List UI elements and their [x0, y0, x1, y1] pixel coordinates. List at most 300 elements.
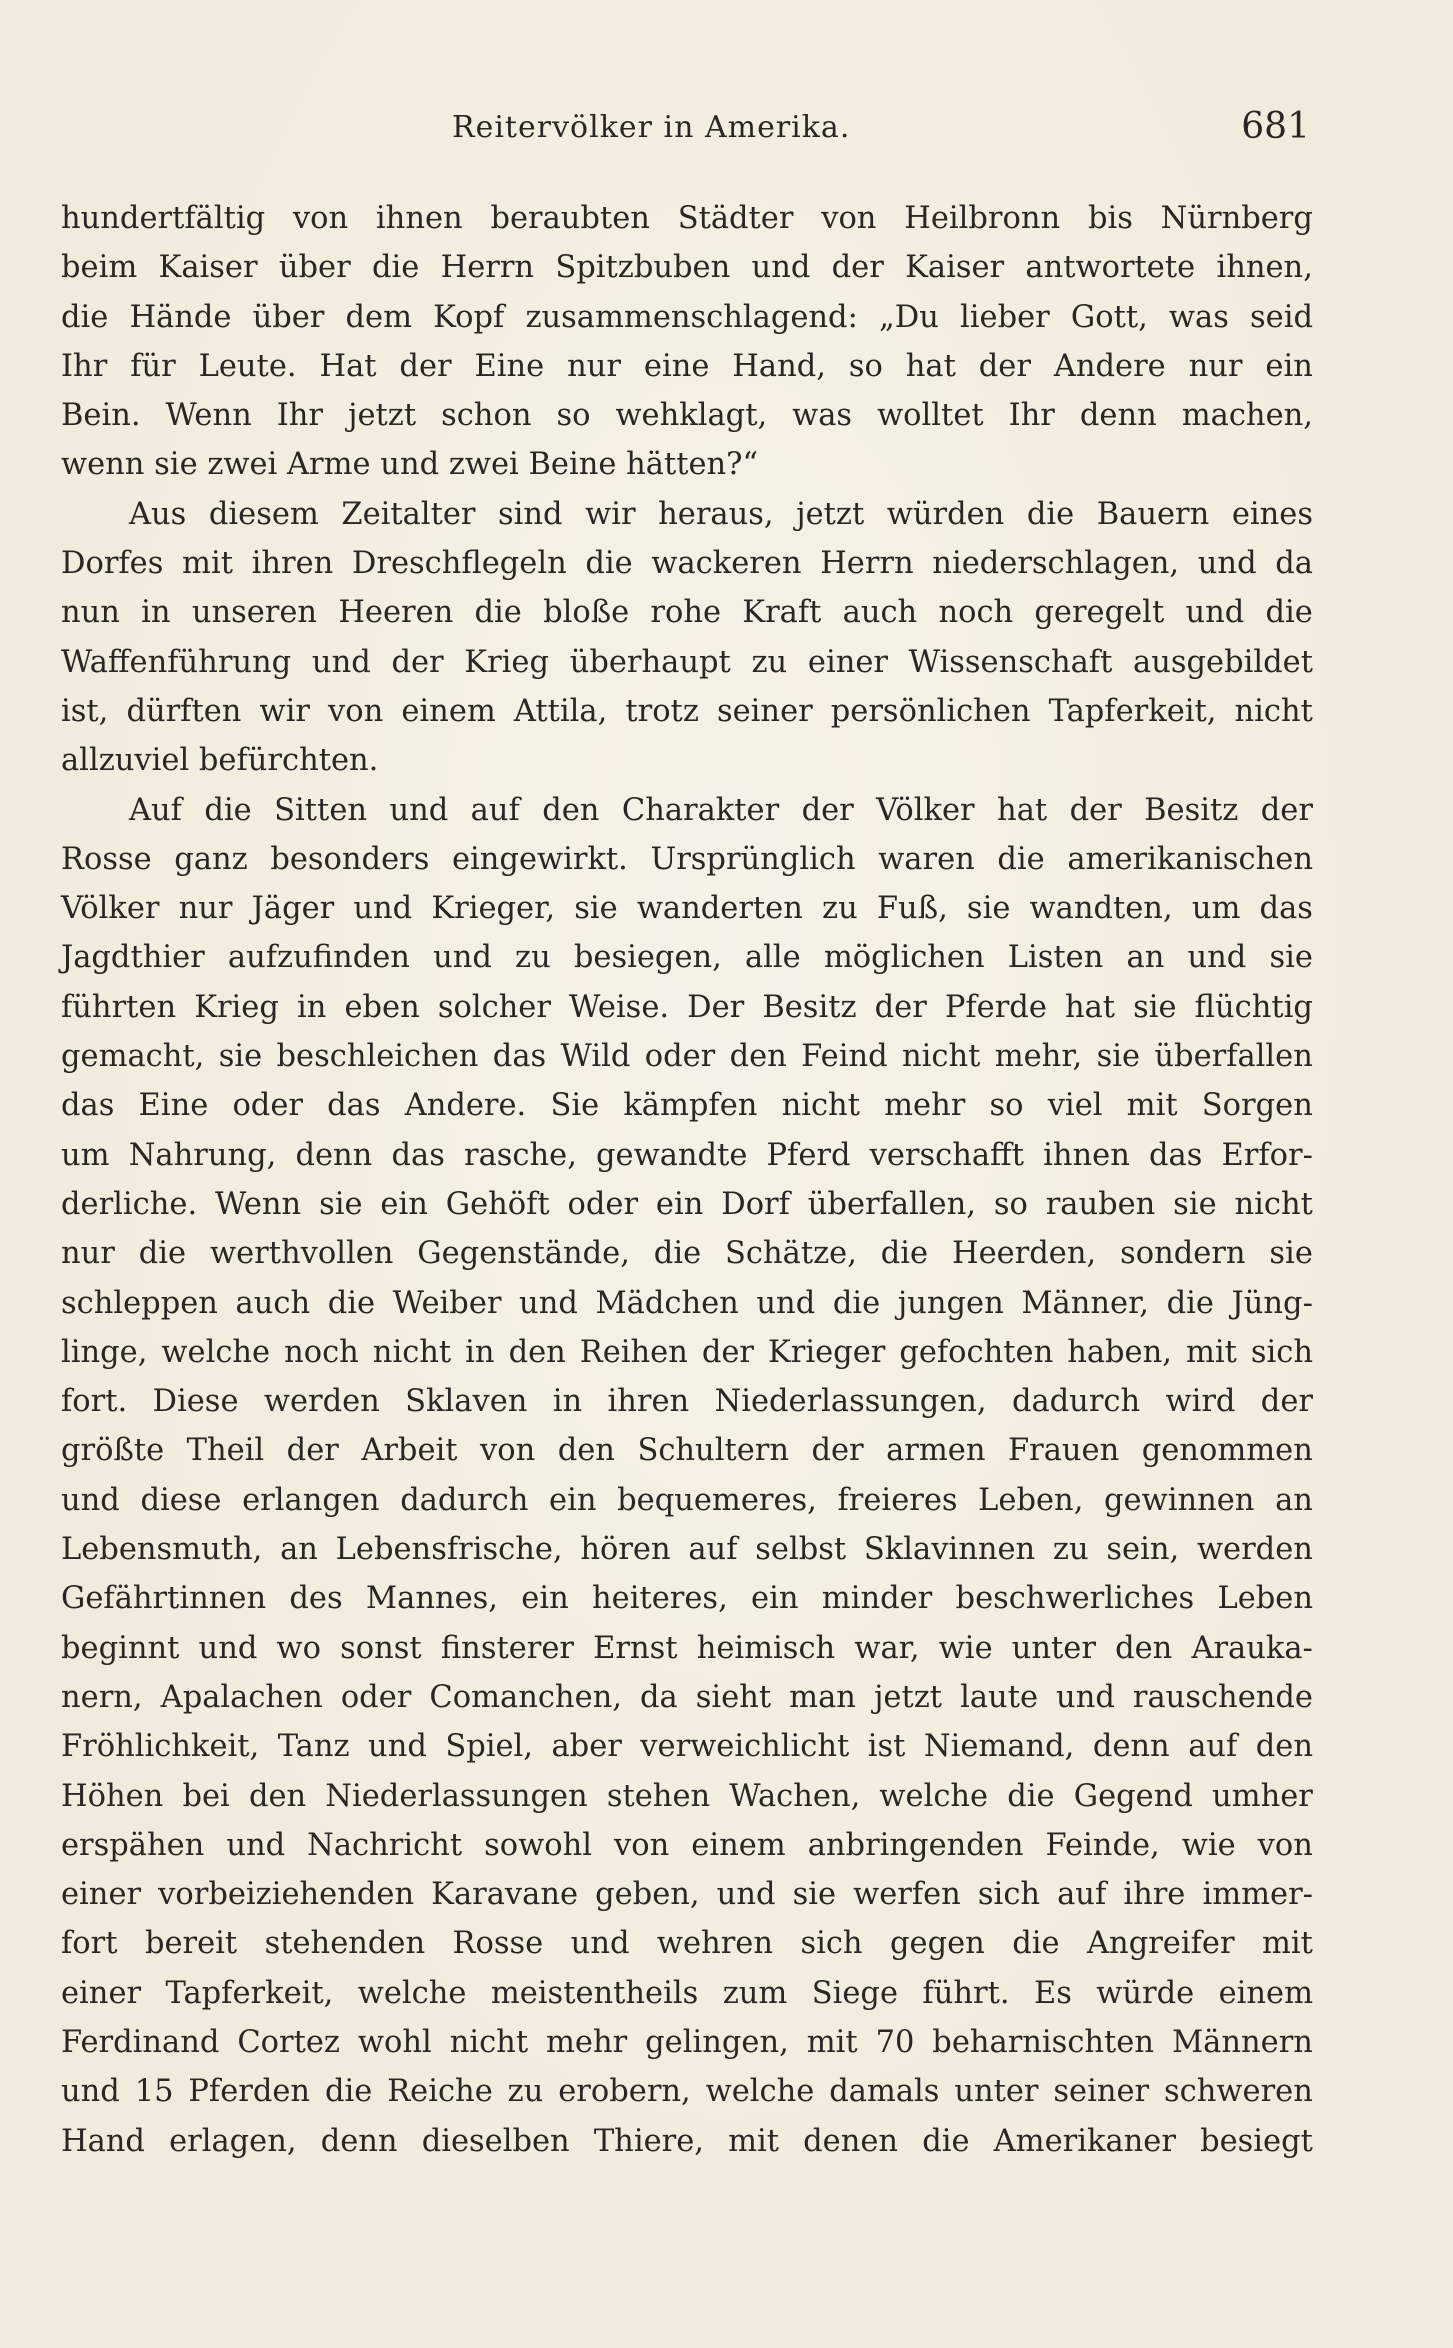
- word: diesem: [208, 496, 319, 532]
- word: Beine: [528, 447, 617, 483]
- word: besiegt: [1200, 2123, 1313, 2159]
- word: wird: [1165, 1384, 1236, 1420]
- word: Diese: [152, 1384, 239, 1420]
- word: Karavane: [431, 1877, 579, 1913]
- word: Pferde: [944, 989, 1047, 1025]
- word: ein: [521, 1581, 569, 1617]
- word: die: [653, 1236, 702, 1272]
- word: sie: [1096, 1039, 1141, 1075]
- word: mehr: [884, 1088, 966, 1124]
- word: Herrn: [440, 250, 535, 286]
- word: armen: [886, 1433, 986, 1469]
- word: oder: [644, 1039, 716, 1075]
- word: stehenden: [264, 1926, 426, 1962]
- word: Wissenschaft: [908, 644, 1113, 680]
- word: die: [138, 1236, 187, 1272]
- word: ihnen,: [1216, 250, 1313, 286]
- word: nun: [61, 595, 120, 631]
- word: erlagen,: [169, 2123, 297, 2159]
- word: wanderten: [636, 891, 803, 927]
- word: wackeren: [651, 546, 802, 582]
- word: beim: [61, 250, 138, 286]
- word: in: [552, 1384, 583, 1420]
- word: und: [226, 1827, 286, 1863]
- word: Comanchen,: [429, 1679, 622, 1715]
- word: ein: [655, 1186, 704, 1222]
- word: Krieger: [768, 1334, 886, 1370]
- word: und: [1197, 546, 1257, 582]
- word: fort.: [61, 1384, 128, 1420]
- word: so: [989, 1088, 1024, 1124]
- word: Weiber: [392, 1285, 502, 1321]
- word: nur: [61, 1236, 115, 1272]
- word: Wachen,: [729, 1778, 861, 1814]
- word: würden: [886, 496, 1005, 532]
- word: Männern: [1171, 2024, 1313, 2060]
- word: viel: [1047, 1088, 1103, 1124]
- word: die: [474, 595, 522, 631]
- word: kämpfen: [623, 1088, 758, 1124]
- word: beschleichen: [276, 1039, 479, 1075]
- word: nicht: [1234, 1186, 1313, 1222]
- word: Siege: [811, 1975, 899, 2011]
- word: das: [492, 1039, 547, 1075]
- word: Sklaven: [405, 1384, 528, 1420]
- word: nur: [178, 891, 233, 927]
- word: besonders: [270, 841, 430, 877]
- word: Gehöft: [445, 1186, 550, 1222]
- word: Waffenführung: [61, 644, 292, 680]
- word: Kraft: [742, 595, 822, 631]
- word: Arauka-: [1191, 1630, 1313, 1666]
- word: allzuviel: [61, 743, 190, 779]
- word: die: [880, 1236, 929, 1272]
- word: Fuß,: [876, 891, 948, 927]
- word: den: [1255, 1729, 1313, 1765]
- word: jungen: [897, 1285, 1004, 1321]
- word: wie: [1181, 1827, 1236, 1863]
- word: einem: [1218, 1975, 1313, 2011]
- word: mit: [806, 2024, 858, 2060]
- word: sonst: [340, 1630, 422, 1666]
- word: und: [519, 1285, 578, 1321]
- word: Bein.: [61, 398, 141, 434]
- text-line: [61, 194, 1313, 243]
- word: Angreifer: [1087, 1926, 1235, 1962]
- word: sie: [966, 891, 1011, 927]
- word: besiegen,: [573, 940, 722, 976]
- word: führt.: [922, 1975, 1010, 2011]
- word: um: [61, 1137, 110, 1173]
- word: Heerden,: [951, 1236, 1097, 1272]
- word: und: [1187, 940, 1247, 976]
- word: der: [1069, 792, 1122, 828]
- text-line: [61, 983, 1313, 1032]
- word: in: [141, 595, 171, 631]
- word: Heilbronn: [904, 201, 1061, 236]
- word: Gefährtinnen: [61, 1581, 267, 1617]
- word: ist,: [61, 693, 109, 729]
- word: sondern: [1120, 1236, 1246, 1272]
- word: dem: [345, 299, 413, 335]
- word: nur: [567, 348, 621, 384]
- word: Amerikaner: [993, 2123, 1176, 2159]
- word: Heeren: [338, 595, 454, 631]
- word: wo: [276, 1630, 321, 1666]
- word: rohe: [650, 595, 722, 631]
- word: unter: [1011, 1630, 1096, 1666]
- word: Listen: [1007, 940, 1104, 976]
- word: Spiel,: [445, 1729, 534, 1765]
- word: finsterer: [440, 1630, 574, 1666]
- word: zusammenschlagend:: [525, 299, 858, 335]
- word: das: [391, 1137, 445, 1173]
- word: einer: [61, 1975, 142, 2011]
- word: machen,: [1181, 398, 1313, 434]
- word: vorbeiziehenden: [158, 1877, 415, 1913]
- text-line: [61, 1476, 1313, 1525]
- word: Gegenstände,: [417, 1236, 630, 1272]
- word: denn: [1092, 1729, 1170, 1765]
- word: heiteres,: [592, 1581, 728, 1617]
- word: der: [1260, 792, 1313, 828]
- text-line: [61, 1081, 1313, 1130]
- word: einem: [691, 1827, 786, 1863]
- word: welche: [161, 1334, 271, 1370]
- word: linge,: [61, 1334, 148, 1370]
- word: an: [1275, 1482, 1313, 1518]
- word: rasche,: [464, 1137, 577, 1173]
- word: nicht: [449, 2024, 529, 2060]
- text-line: [61, 1229, 1313, 1278]
- word: zu: [1052, 1532, 1089, 1568]
- word: nicht: [901, 1039, 981, 1075]
- word: Völker: [876, 792, 975, 828]
- word: Cortez: [237, 2024, 340, 2060]
- word: ganz: [174, 841, 248, 877]
- word: mehr,: [994, 1039, 1083, 1075]
- word: Tapferkeit,: [165, 1975, 334, 2011]
- word: Arbeit: [361, 1433, 458, 1469]
- word: Nachricht: [307, 1827, 463, 1863]
- word: zu: [507, 2074, 544, 2110]
- word: und: [751, 250, 811, 286]
- page-number: 681: [1241, 106, 1310, 147]
- word: amerikanischen: [1067, 841, 1313, 877]
- word: rauschende: [1132, 1679, 1313, 1715]
- word: so: [556, 398, 591, 434]
- word: sie: [1173, 1186, 1217, 1222]
- text-line: [61, 1279, 1313, 1328]
- word: die: [327, 1285, 376, 1321]
- word: Ferdinand: [61, 2024, 220, 2060]
- word: Feind: [801, 1039, 888, 1075]
- word: einem: [401, 693, 496, 729]
- word: an: [280, 1532, 318, 1568]
- word: aber: [551, 1729, 622, 1765]
- word: eben: [344, 989, 420, 1025]
- word: hat: [1064, 989, 1116, 1025]
- word: bis: [1087, 201, 1133, 236]
- word: Ernst: [593, 1630, 678, 1666]
- word: sich: [1250, 1334, 1313, 1370]
- word: werden: [263, 1384, 380, 1420]
- word: über: [278, 250, 351, 286]
- word: Nahrung,: [128, 1137, 277, 1173]
- word: Zeitalter: [341, 496, 476, 532]
- word: den: [729, 1039, 787, 1075]
- word: Reihen: [579, 1334, 688, 1370]
- word: sie: [1133, 989, 1177, 1025]
- word: Mädchen: [595, 1285, 739, 1321]
- word: ihren: [607, 1384, 690, 1420]
- word: beschwerliches: [955, 1581, 1195, 1617]
- word: Rosse: [61, 841, 152, 877]
- word: Thiere,: [593, 2123, 704, 2159]
- word: man: [789, 1679, 856, 1715]
- word: zu: [515, 940, 551, 976]
- word: und: [61, 1482, 120, 1518]
- word: auch: [235, 1285, 311, 1321]
- word: was: [1168, 299, 1229, 335]
- word: unter: [954, 2074, 1039, 2110]
- word: und: [311, 644, 371, 680]
- word: Leben,: [978, 1482, 1084, 1518]
- word: Tapferkeit,: [1048, 693, 1217, 729]
- text-line: [61, 933, 1313, 982]
- word: welche: [705, 2074, 815, 2110]
- body-text: [61, 194, 1313, 2166]
- word: Spitzbuben: [555, 250, 731, 286]
- text-line: [61, 736, 1313, 785]
- word: Jüng-: [1231, 1285, 1313, 1321]
- word: noch: [938, 595, 1014, 631]
- word: würde: [1096, 1975, 1195, 2011]
- word: und: [368, 1729, 427, 1765]
- text-line: [61, 786, 1313, 835]
- word: Dreschflegeln: [351, 546, 567, 582]
- word: möglichen: [823, 940, 985, 976]
- word: wenn: [61, 447, 145, 483]
- word: wolltet: [877, 398, 984, 434]
- word: Lebensmuth,: [61, 1532, 263, 1568]
- word: Gegend: [1073, 1778, 1193, 1814]
- text-line: [61, 1377, 1313, 1426]
- word: Ursprünglich: [650, 841, 856, 877]
- word: denn: [1079, 398, 1157, 434]
- word: wir: [585, 496, 636, 532]
- word: sie: [574, 891, 618, 927]
- word: sowohl: [484, 1827, 592, 1863]
- word: die: [922, 2123, 970, 2159]
- word: ihre: [1123, 1877, 1186, 1913]
- word: verschafft: [869, 1137, 1024, 1173]
- word: wie: [938, 1630, 993, 1666]
- word: hat: [997, 792, 1048, 828]
- word: 15: [134, 2074, 174, 2110]
- word: sie: [1269, 1236, 1313, 1272]
- text-line: [61, 440, 1313, 489]
- text-line: [61, 293, 1313, 342]
- word: Attila,: [513, 693, 608, 729]
- word: beginnt: [61, 1630, 180, 1666]
- text-line: [61, 2117, 1313, 2166]
- word: überhaupt: [569, 644, 731, 680]
- word: Fröhlichkeit,: [61, 1729, 260, 1765]
- word: selbst: [755, 1532, 847, 1568]
- word: beharnischten: [932, 2024, 1155, 2060]
- text-line: [61, 638, 1313, 687]
- word: die: [997, 841, 1045, 877]
- word: schon: [441, 398, 532, 434]
- word: ausgebildet: [1133, 644, 1313, 680]
- running-title: Reitervölker in Amerika.: [452, 110, 851, 145]
- word: befürchten.: [198, 743, 379, 779]
- word: schweren: [1164, 2074, 1313, 2110]
- word: Schultern: [637, 1433, 789, 1469]
- word: Völker: [61, 891, 160, 927]
- word: Lebensfrische,: [335, 1532, 563, 1568]
- word: eingewirkt.: [451, 841, 628, 877]
- word: von: [328, 693, 384, 729]
- word: der: [978, 348, 1031, 384]
- word: „Du: [878, 299, 939, 335]
- word: gegen: [890, 1926, 985, 1962]
- word: Hände: [129, 299, 232, 335]
- word: Arme: [287, 447, 371, 483]
- word: zu: [822, 891, 858, 927]
- word: nicht: [781, 1088, 860, 1124]
- word: wir: [259, 693, 310, 729]
- word: die: [585, 546, 633, 582]
- text-line: [61, 1870, 1313, 1919]
- word: zum: [722, 1975, 788, 2011]
- text-line: [61, 687, 1313, 736]
- word: Niederlassungen: [325, 1778, 588, 1814]
- word: eine: [643, 348, 710, 384]
- word: Mannes,: [365, 1581, 499, 1617]
- word: Andere: [1053, 348, 1166, 384]
- word: Ihr: [61, 348, 108, 384]
- word: der: [701, 1334, 755, 1370]
- word: Eine: [474, 348, 545, 384]
- word: die: [1012, 1926, 1060, 1962]
- word: überfallen,: [807, 1186, 976, 1222]
- word: Krieger,: [431, 891, 556, 927]
- word: die: [204, 792, 252, 828]
- word: einer: [807, 644, 888, 680]
- word: derliche.: [61, 1186, 198, 1222]
- word: Apalachen: [160, 1679, 323, 1715]
- word: laute: [960, 1679, 1038, 1715]
- word: in: [296, 989, 327, 1025]
- word: Aus: [129, 496, 187, 532]
- word: sie: [154, 447, 198, 483]
- word: Sklavinnen: [863, 1532, 1036, 1568]
- word: gefochten: [899, 1334, 1054, 1370]
- word: von: [292, 201, 349, 236]
- word: von: [1257, 1827, 1313, 1863]
- word: gewinnen: [1104, 1482, 1255, 1518]
- word: auch: [842, 595, 918, 631]
- text-line: [61, 1624, 1313, 1673]
- word: so: [848, 348, 883, 384]
- word: nern,: [61, 1679, 143, 1715]
- word: oder: [340, 1679, 412, 1715]
- text-line: [61, 1821, 1313, 1870]
- word: eines: [1231, 496, 1313, 532]
- word: die: [61, 299, 109, 335]
- word: sie: [1269, 940, 1313, 976]
- word: und: [1056, 1679, 1115, 1715]
- word: heimisch: [696, 1630, 836, 1666]
- word: und: [1185, 595, 1245, 631]
- text-line: [61, 1426, 1313, 1475]
- word: die: [1265, 595, 1313, 631]
- word: Jäger: [251, 891, 335, 927]
- word: Charakter: [621, 792, 780, 828]
- word: Niederlassungen,: [714, 1384, 987, 1420]
- word: verweichlicht: [640, 1729, 850, 1765]
- word: stehen: [606, 1778, 711, 1814]
- word: ein: [1265, 348, 1313, 384]
- word: rauben: [1045, 1186, 1156, 1222]
- text-line: [61, 2018, 1313, 2067]
- word: den: [557, 1433, 615, 1469]
- word: das: [61, 1088, 115, 1124]
- word: Feinde,: [1045, 1827, 1160, 1863]
- word: der: [874, 989, 927, 1025]
- word: und: [380, 447, 440, 483]
- word: Schätze,: [725, 1236, 857, 1272]
- word: denn: [295, 1137, 373, 1173]
- word: diese: [140, 1482, 222, 1518]
- text-line: [61, 835, 1313, 884]
- word: größte: [61, 1433, 165, 1469]
- text-line: [61, 539, 1313, 588]
- word: gemacht,: [61, 1039, 205, 1075]
- word: Pferd: [766, 1137, 851, 1173]
- word: die: [832, 1285, 881, 1321]
- text-line: [61, 1772, 1313, 1821]
- word: hat: [905, 348, 956, 384]
- word: Bauern: [1096, 496, 1210, 532]
- word: ihnen: [375, 201, 463, 236]
- word: Gott,: [1070, 299, 1148, 335]
- word: jetzt: [873, 1679, 943, 1715]
- word: niederschlagen,: [932, 546, 1180, 582]
- word: Es: [1033, 1975, 1072, 2011]
- word: seiner: [1053, 2074, 1150, 2110]
- word: hätten?“: [626, 447, 759, 483]
- word: Hand: [61, 2123, 145, 2159]
- word: damals: [829, 2074, 940, 2110]
- word: genommen: [1141, 1433, 1313, 1469]
- text-line: [61, 1525, 1313, 1574]
- word: unseren: [191, 595, 318, 631]
- word: von: [821, 201, 877, 236]
- word: ein: [751, 1581, 799, 1617]
- word: ist: [867, 1729, 906, 1765]
- word: waren: [878, 841, 975, 877]
- word: heraus,: [658, 496, 774, 532]
- word: jetzt: [796, 496, 865, 532]
- word: hören: [580, 1532, 671, 1568]
- word: trotz: [625, 693, 699, 729]
- word: um: [1191, 891, 1241, 927]
- text-line: [61, 884, 1313, 933]
- word: Der: [687, 989, 745, 1025]
